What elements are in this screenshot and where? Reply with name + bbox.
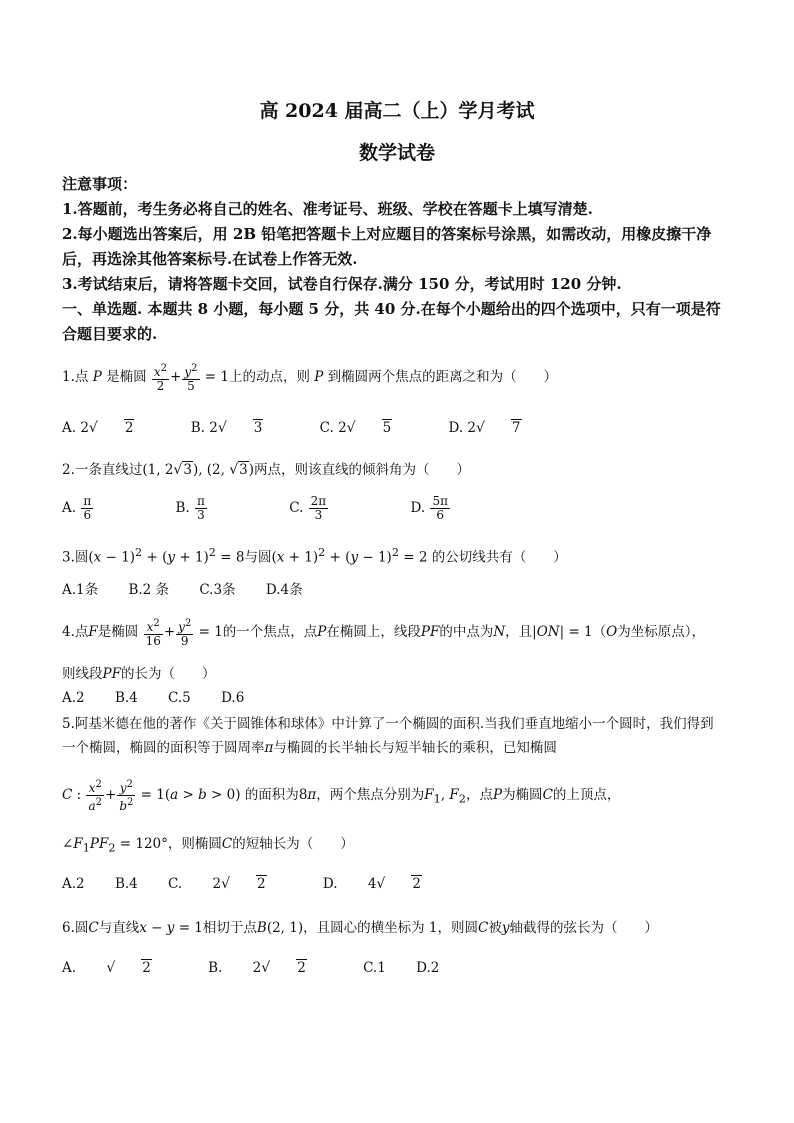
question-5-line-4: $\angle F_1PF_2 = 120^\circ$，则椭圆C的短轴长为（ ）	[62, 836, 354, 855]
question-3-options: A.1条 B.2 条 C.3条 D.4条	[62, 582, 303, 598]
question-6: 6.圆C与直线x − y = 1相切于点B(2, 1)，且圆心的横坐标为 1，则圆C被y轴截得的弦长为（ ）	[62, 920, 658, 936]
notice-heading: 注意事项：	[62, 175, 138, 193]
question-5-options: A.2 B.4 C. 2√ 2 D. 4√ 2	[62, 876, 421, 892]
exam-subtitle: 数学试卷	[358, 142, 435, 164]
question-5-line-2: 一个椭圆，椭圆的面积等于圆周率π与椭圆的长半轴长与短半轴长的乘积，已知椭圆	[62, 740, 557, 756]
question-4: 4.点F是椭圆 $\frac{x^2}{16}$ + $\frac{y^2}{9}$ = 1的一个焦点，点P在椭圆上，线段PF的中点为N，且|ON| = 1（O为坐标原点），	[62, 618, 705, 648]
question-1: 1.点 P 是椭圆 $\frac{x^2}{2}$ + $\frac{y^2}{5}$ = 1上的动点，则 P 到椭圆两个焦点的距离之和为（ ）	[62, 363, 558, 393]
question-1-options: A. 2√ 2 B. 2√ 3 C. 2√ 5 D. 2√ 7	[62, 420, 521, 436]
notice-item-1: 1.答题前，考生务必将自己的姓名、准考证号、班级、学校在答题卡上填写清楚.	[62, 200, 593, 218]
question-5-line-3: C : $\frac{x^2}{a^2}$ + $\frac{y^2}{b^2}$ = 1(a > b > 0) 的面积为8π，两个焦点分别为$F_1$, $F_2$，点P为椭圆C的上顶点，	[62, 779, 621, 813]
question-2: 2.一条直线过(1, 2√3), (2, √3)两点，则该直线的倾斜角为（ ）	[62, 462, 471, 478]
notice-section	[62, 172, 734, 347]
question-4-line-2: 则线段PF的长为（ ）	[62, 666, 216, 682]
notice-item-3: 3.考试结束后，请将答题卡交回，试卷自行保存.满分 150 分，考试用时 120 分钟.	[62, 275, 622, 293]
section-heading: 一、单选题. 本题共 8 小题，每小题 5 分，共 40 分.在每个小题给出的四个选项中，只有一项是符合题目要求的.	[62, 300, 721, 343]
question-6-options: A. √ 2 B. 2√ 2 C.1 D.2	[62, 960, 440, 976]
question-4-options: A.2 B.4 C.5 D.6	[62, 690, 245, 706]
question-3: 3.圆$(x - 1)^2 + (y + 1)^2 = 8$与圆$(x + 1)^2 + (y - 1)^2 = 2$ 的公切线共有（ ）	[62, 546, 567, 566]
question-2-options: A. $\frac{\pi}{6}$ B. $\frac{\pi}{3}$ C. $\frac{2\pi}{3}$ D. $\frac{5\pi}{6}$	[62, 494, 448, 522]
question-5-line-1: 5.阿基米德在他的著作《关于圆锥体和球体》中计算了一个椭圆的面积.当我们垂直地缩小一个圆时，我们得到	[62, 716, 714, 732]
exam-title: 高 2024 届高二（上）学月考试	[259, 100, 535, 122]
notice-item-2: 2.每小题选出答案后，用 2B 铅笔把答题卡上对应题目的答案标号涂黑，如需改动，用橡皮擦干净后，再选涂其他答案标号.在试卷上作答无效.	[62, 225, 712, 268]
